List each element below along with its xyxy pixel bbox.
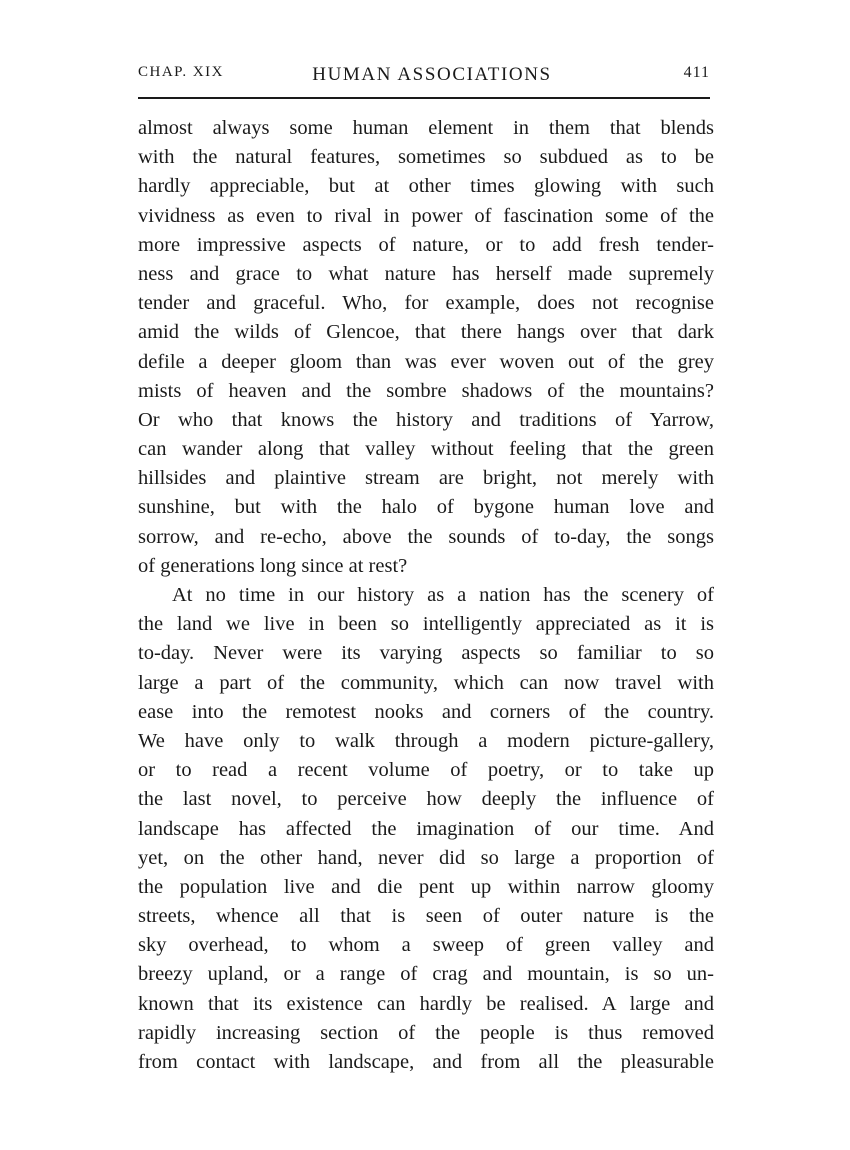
text-line: We have only to walk through a modern picture-gallery,: [138, 729, 714, 752]
text-line: with the natural features, sometimes so subdued as to be: [138, 146, 714, 169]
text-line: the population live and die pent up within narrow gloomy: [138, 875, 714, 898]
text-line: breezy upland, or a range of crag and mountain, is so un-: [138, 963, 714, 986]
page-number: 411: [683, 64, 710, 81]
running-title: HUMAN ASSOCIATIONS: [312, 64, 552, 85]
body-text: [138, 114, 714, 1077]
text-line: from contact with landscape, and from all the pleasurable: [138, 1051, 714, 1073]
text-line: streets, whence all that is seen of outer nature is the: [138, 905, 714, 928]
text-line: or to read a recent volume of poetry, or to take up: [138, 759, 714, 782]
header-rule: [138, 97, 710, 99]
text-line: sky overhead, to whom a sweep of green valley and: [138, 934, 714, 957]
text-line: hardly appreciable, but at other times glowing with such: [138, 175, 714, 198]
text-line: of generations long since at rest?: [138, 554, 408, 577]
text-line: the land we live in been so intelligently appreciated as it is: [138, 613, 714, 636]
text-line: vividness as even to rival in power of fascination some of the: [138, 204, 714, 227]
paragraph: [138, 581, 714, 1077]
text-line: the last novel, to perceive how deeply the influence of: [138, 788, 714, 811]
text-line: Or who that knows the history and traditions of Yarrow,: [138, 408, 714, 431]
text-line: more impressive aspects of nature, or to add fresh tender-: [138, 233, 714, 256]
text-line: At no time in our history as a nation has the scenery of: [172, 584, 714, 606]
text-line: defile a deeper gloom than was ever woven out of the grey: [138, 350, 714, 373]
text-line: hillsides and plaintive stream are bright, not merely with: [138, 467, 714, 490]
text-line: ease into the remotest nooks and corners of the country.: [138, 700, 714, 723]
paragraph: [138, 114, 714, 581]
text-line: yet, on the other hand, never did so large a proportion of: [138, 846, 714, 869]
text-line: almost always some human element in them that blends: [138, 117, 714, 139]
text-line: rapidly increasing section of the people is thus removed: [138, 1021, 714, 1044]
text-line: ness and grace to what nature has herself made supremely: [138, 262, 714, 285]
running-head: [138, 64, 710, 88]
text-line: mists of heaven and the sombre shadows of the mountains?: [138, 379, 714, 402]
text-line: large a part of the community, which can now travel with: [138, 671, 714, 694]
text-line: can wander along that valley without feeling that the green: [138, 438, 714, 461]
text-line: amid the wilds of Glencoe, that there hangs over that dark: [138, 321, 714, 344]
text-line: to-day. Never were its varying aspects so familiar to so: [138, 642, 714, 665]
text-line: tender and graceful. Who, for example, does not recognise: [138, 292, 714, 315]
text-line: landscape has affected the imagination of our time. And: [138, 817, 714, 840]
text-line: sorrow, and re-echo, above the sounds of to-day, the songs: [138, 525, 714, 548]
chapter-label: CHAP. XIX: [138, 64, 225, 80]
text-line: known that its existence can hardly be realised. A large and: [138, 992, 714, 1015]
text-line: sunshine, but with the halo of bygone human love and: [138, 496, 714, 519]
